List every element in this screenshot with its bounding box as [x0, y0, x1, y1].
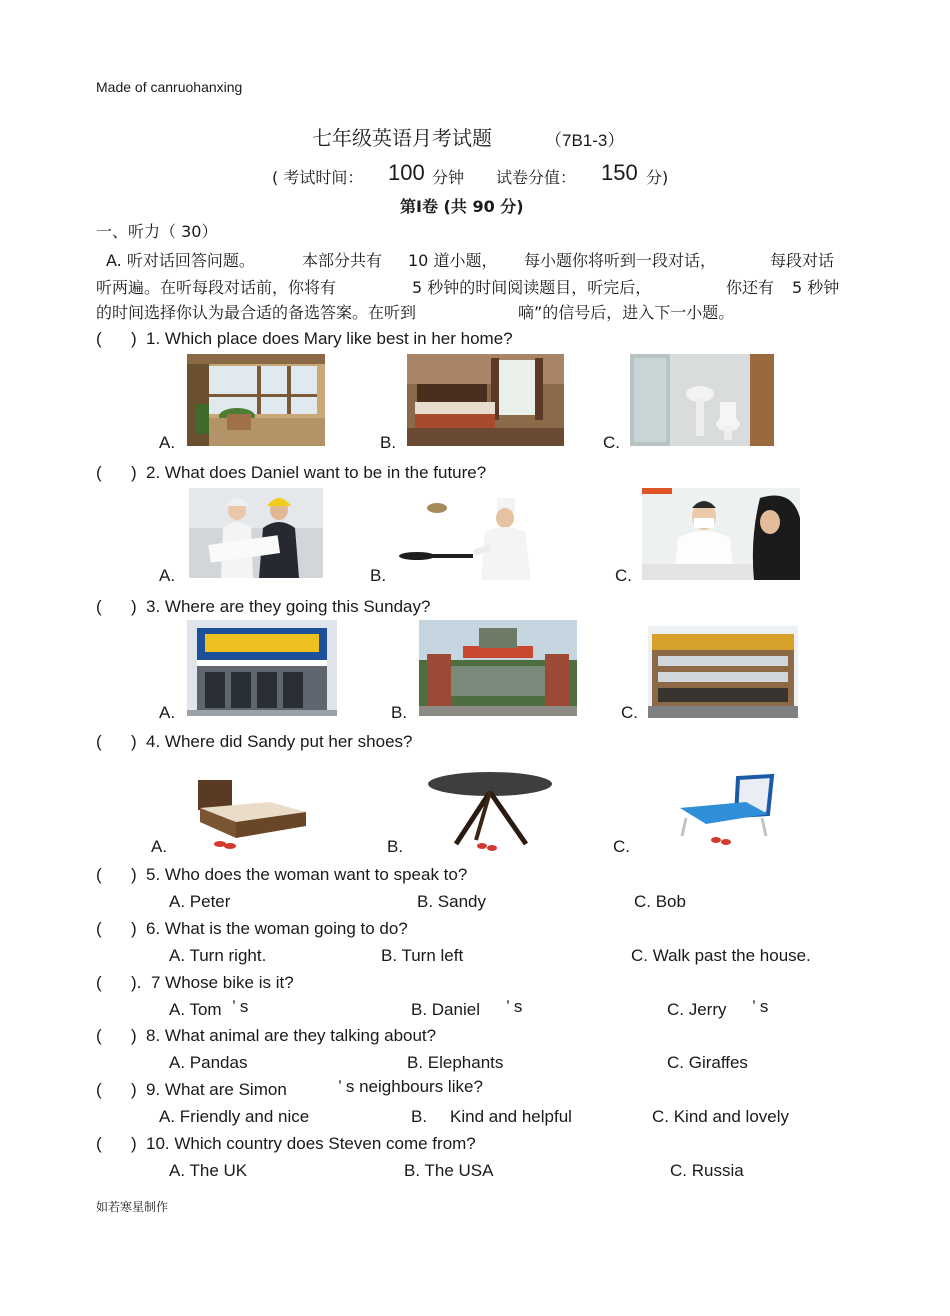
answer-paren-open: (: [96, 1134, 102, 1153]
engineer-photo[interactable]: [189, 488, 323, 578]
option-c[interactable]: C. Giraffes: [667, 1053, 748, 1072]
answer-paren-open: (: [96, 919, 102, 938]
answer-paren-open: (: [96, 865, 102, 884]
question-text: 7 Whose bike is it?: [151, 973, 294, 992]
instr-l2-a: 听两遍。在听每段对话前，你将有: [96, 278, 337, 297]
option-a-label: A.: [159, 433, 176, 452]
chef-photo[interactable]: [397, 488, 541, 580]
question-text: 9. What are Simon: [146, 1080, 287, 1099]
cinema-photo[interactable]: [187, 620, 337, 716]
option-b-possessive: ’ s: [506, 997, 523, 1016]
part-open: (共: [437, 197, 473, 216]
answer-paren-open: (: [96, 463, 102, 482]
exam-time-label: ( 考试时间：: [272, 168, 364, 187]
page-header: Made of canruohanxing: [96, 79, 243, 95]
instr-l2-c: 你还有: [726, 278, 775, 297]
score-value: 150: [601, 160, 638, 185]
option-a[interactable]: A. Pandas: [169, 1053, 248, 1072]
part-points: 90: [472, 197, 495, 216]
instr-l1-a: A. 听对话回答问题。: [106, 251, 255, 270]
answer-paren-open: (: [96, 973, 102, 992]
question-text-cont: ’ s neighbours like?: [338, 1077, 483, 1096]
instr-l1-c: 10 道小题，: [408, 251, 498, 270]
question-text: 8. What animal are they talking about?: [146, 1026, 437, 1045]
option-b-label: B.: [370, 566, 387, 585]
option-a[interactable]: A. Turn right.: [169, 946, 267, 965]
question-text: 2. What does Daniel want to be in the future?: [146, 463, 487, 482]
option-b-label: B.: [387, 837, 404, 856]
answer-paren-close: ): [131, 865, 137, 884]
chair-shoes-photo[interactable]: [676, 772, 802, 854]
option-a-label: A.: [159, 566, 176, 585]
question-text: 6. What is the woman going to do?: [146, 919, 408, 938]
answer-paren-close: ).: [131, 973, 142, 992]
instr-l3-a: 的时间选择你认为最合适的备选答案。在听到: [96, 303, 417, 322]
park-photo[interactable]: [419, 620, 577, 716]
instr-l1-d: 每小题你将听到一段对话，: [524, 251, 717, 270]
option-c[interactable]: C. Bob: [634, 892, 686, 911]
option-c-label: C.: [621, 703, 638, 722]
option-b-letter[interactable]: B.: [411, 1107, 428, 1126]
bathroom-photo[interactable]: [630, 354, 774, 446]
option-c[interactable]: C. Kind and lovely: [652, 1107, 790, 1126]
exam-code: （7B1-3）: [545, 131, 625, 150]
page-footer: 如若寒星制作: [96, 1200, 169, 1214]
question-text: 4. Where did Sandy put her shoes?: [146, 732, 413, 751]
option-b[interactable]: B. Turn left: [381, 946, 464, 965]
hotel-photo[interactable]: [648, 626, 798, 718]
option-b-label: B.: [380, 433, 397, 452]
answer-paren-open: (: [96, 329, 102, 348]
option-a[interactable]: A. Peter: [169, 892, 231, 911]
option-a[interactable]: A. The UK: [169, 1161, 248, 1180]
part-unit: 分): [494, 197, 524, 216]
instr-l1-b: 本部分共有: [302, 251, 383, 270]
answer-paren-close: ): [131, 597, 137, 616]
table-shoes-photo[interactable]: [426, 770, 554, 854]
option-a-label: A.: [159, 703, 176, 722]
doctor-photo[interactable]: [642, 488, 800, 580]
score-label: 试卷分值：: [496, 168, 577, 187]
part-title: [400, 194, 524, 217]
part-prefix: 第Ⅰ卷: [400, 197, 438, 216]
option-c-possessive: ’ s: [752, 997, 769, 1016]
answer-paren-close: ): [131, 919, 137, 938]
bedroom-photo[interactable]: [407, 354, 564, 446]
option-b[interactable]: Kind and helpful: [450, 1107, 572, 1126]
answer-paren-close: ): [131, 732, 137, 751]
score-unit: 分): [646, 168, 669, 187]
option-b-label: B.: [391, 703, 408, 722]
option-c-label: C.: [603, 433, 620, 452]
question-text: 5. Who does the woman want to speak to?: [146, 865, 468, 884]
answer-paren-open: (: [96, 732, 102, 751]
option-c[interactable]: C. Walk past the house.: [631, 946, 811, 965]
option-a[interactable]: A. Tom: [169, 1000, 222, 1019]
option-a-label: A.: [151, 837, 168, 856]
exam-time-unit: 分钟: [432, 168, 465, 187]
answer-paren-close: ): [131, 329, 137, 348]
answer-paren-close: ): [131, 1080, 137, 1099]
option-c-label: C.: [615, 566, 632, 585]
option-c-label: C.: [613, 837, 630, 856]
option-c[interactable]: C. Russia: [670, 1161, 744, 1180]
answer-paren-close: ): [131, 1026, 137, 1045]
option-b[interactable]: B. Elephants: [407, 1053, 504, 1072]
instr-l1-e: 每段对话: [770, 251, 835, 270]
option-b[interactable]: B. Sandy: [417, 892, 486, 911]
exam-time-value: 100: [388, 160, 425, 185]
option-a[interactable]: A. Friendly and nice: [159, 1107, 310, 1126]
balcony-photo[interactable]: [187, 354, 325, 446]
section-title: 一、听力（ 30）: [96, 222, 218, 241]
option-c[interactable]: C. Jerry: [667, 1000, 727, 1019]
answer-paren-open: (: [96, 1080, 102, 1099]
instr-l3-b: 嘀”的信号后，进入下一小题。: [518, 303, 735, 322]
bed-shoes-photo[interactable]: [190, 768, 310, 854]
answer-paren-close: ): [131, 1134, 137, 1153]
option-b[interactable]: B. The USA: [404, 1161, 494, 1180]
instr-l2-b: 5 秒钟的时间阅读题目，听完后，: [412, 278, 652, 297]
instr-l2-d: 5 秒钟: [792, 278, 840, 297]
answer-paren-close: ): [131, 463, 137, 482]
answer-paren-open: (: [96, 1026, 102, 1045]
option-b[interactable]: B. Daniel: [411, 1000, 480, 1019]
option-a-possessive: ’ s: [232, 997, 249, 1016]
question-text: 1. Which place does Mary like best in her home?: [146, 329, 513, 348]
question-text: 10. Which country does Steven come from?: [146, 1134, 476, 1153]
answer-paren-open: (: [96, 597, 102, 616]
exam-title: 七年级英语月考试题: [312, 126, 492, 150]
question-text: 3. Where are they going this Sunday?: [146, 597, 431, 616]
